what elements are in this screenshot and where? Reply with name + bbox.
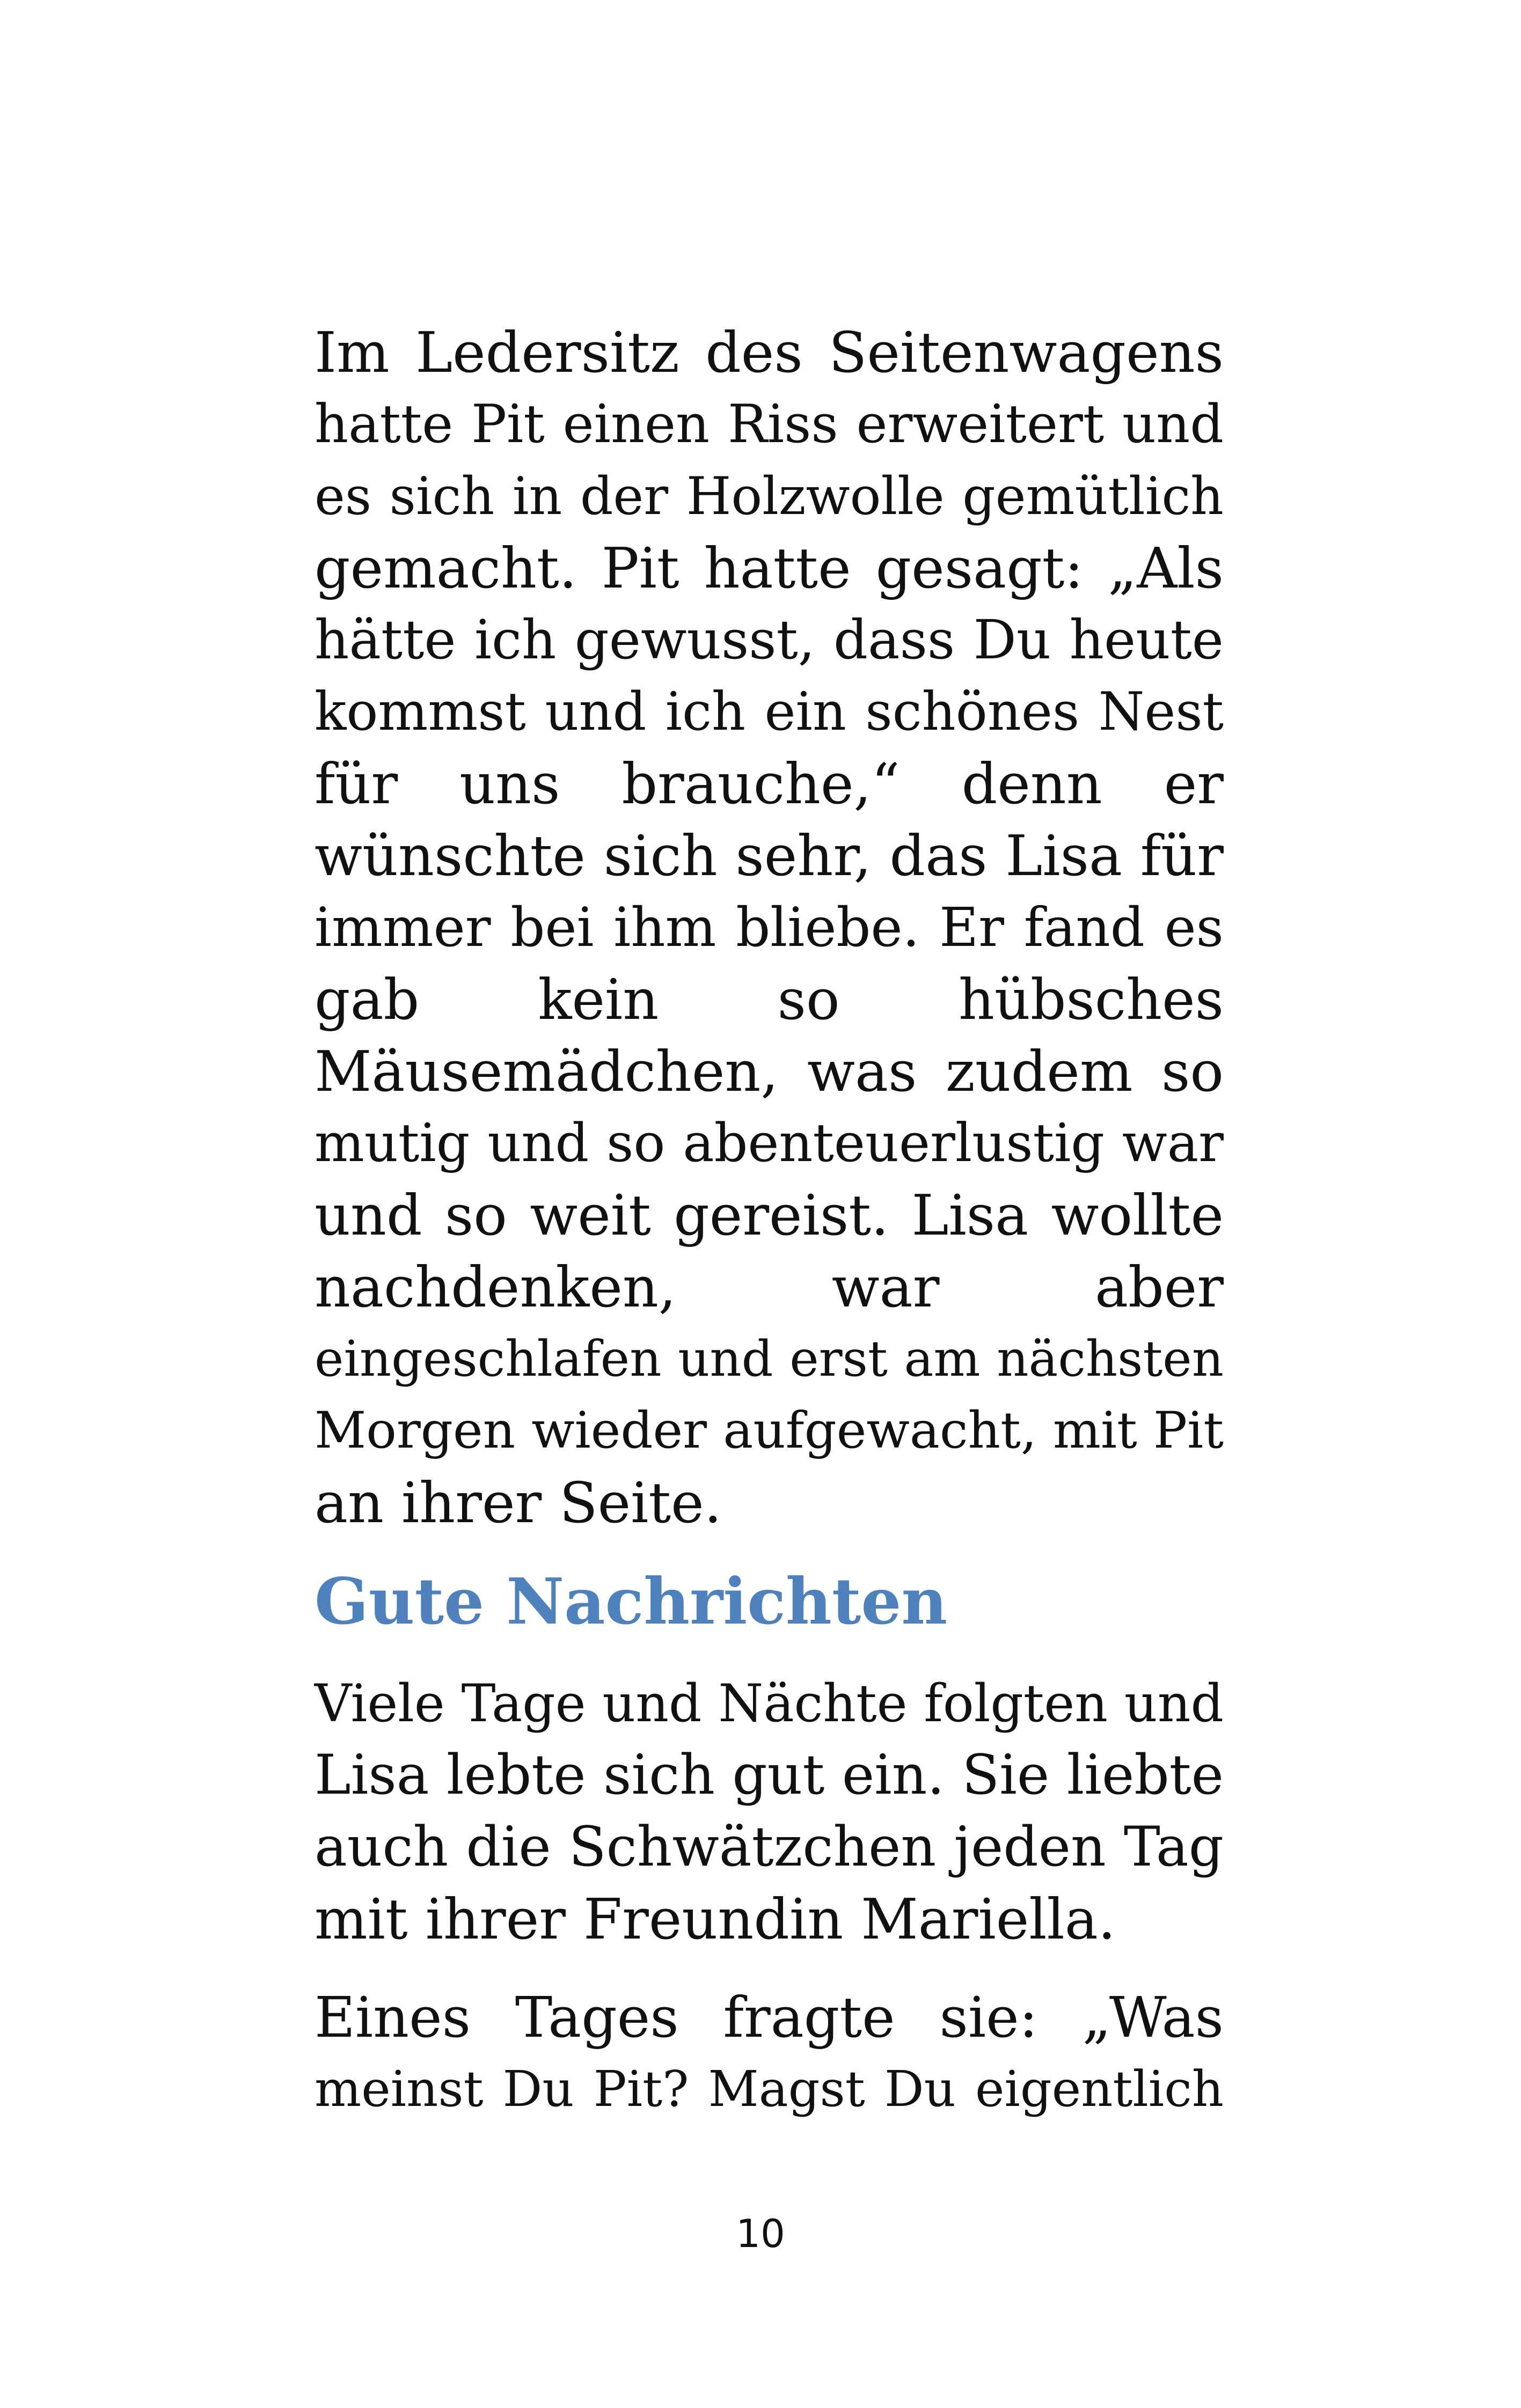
text-line: mit ihrer Freundin Mariella. [315,1886,1116,1952]
text-line: gab kein so hübsches [315,967,1224,1032]
text-line: Morgen wieder aufgewacht, mit Pit [315,1401,1224,1460]
page-number: 10 [736,2211,785,2256]
text-line: hatte Pit einen Riss erweitert und [315,394,1224,455]
text-line: immer bei ihm bliebe. Er fand es [315,896,1224,959]
text-line: meinst Du Pit? Magst Du eigentlich [315,2060,1224,2118]
text-line: Lisa lebte sich gut ein. Sie liebte [315,1743,1224,1807]
text-line: Im Ledersitz des Seitenwagens [315,320,1224,385]
text-line: eingeschlafen und erst am nächsten [315,1330,1224,1387]
text-line: nachdenken, war aber [315,1254,1224,1320]
text-line: kommst und ich ein schönes Nest [315,681,1224,743]
text-line: Viele Tage und Nächte folgten und [315,1673,1224,1734]
text-line: hätte ich gewusst, dass Du heute [315,608,1224,671]
text-line: Eines Tages fragte sie: „Was [315,1985,1224,2050]
paragraph-1 [315,317,1224,1539]
text-line: an ihrer Seite. [315,1470,722,1536]
text-line: es sich in der Holzwolle gemütlich [315,466,1224,526]
section-heading: Gute Nachrichten [315,1564,948,1639]
paragraph-3 [315,1981,1224,2125]
text-line: auch die Schwätzchen jeden Tag [315,1815,1224,1879]
text-line: für uns brauche,“ denn er [315,751,1224,817]
text-line: Mäusemädchen, was zudem so [315,1039,1224,1104]
text-line: wünschte sich sehr, das Lisa für [315,823,1224,889]
paragraph-2 [315,1668,1224,1955]
text-line: gemacht. Pit hatte gesagt: „Als [315,535,1224,601]
text-line: und so weit gereist. Lisa wollte [315,1183,1224,1248]
text-line: mutig und so abenteuerlustig war [315,1113,1224,1174]
